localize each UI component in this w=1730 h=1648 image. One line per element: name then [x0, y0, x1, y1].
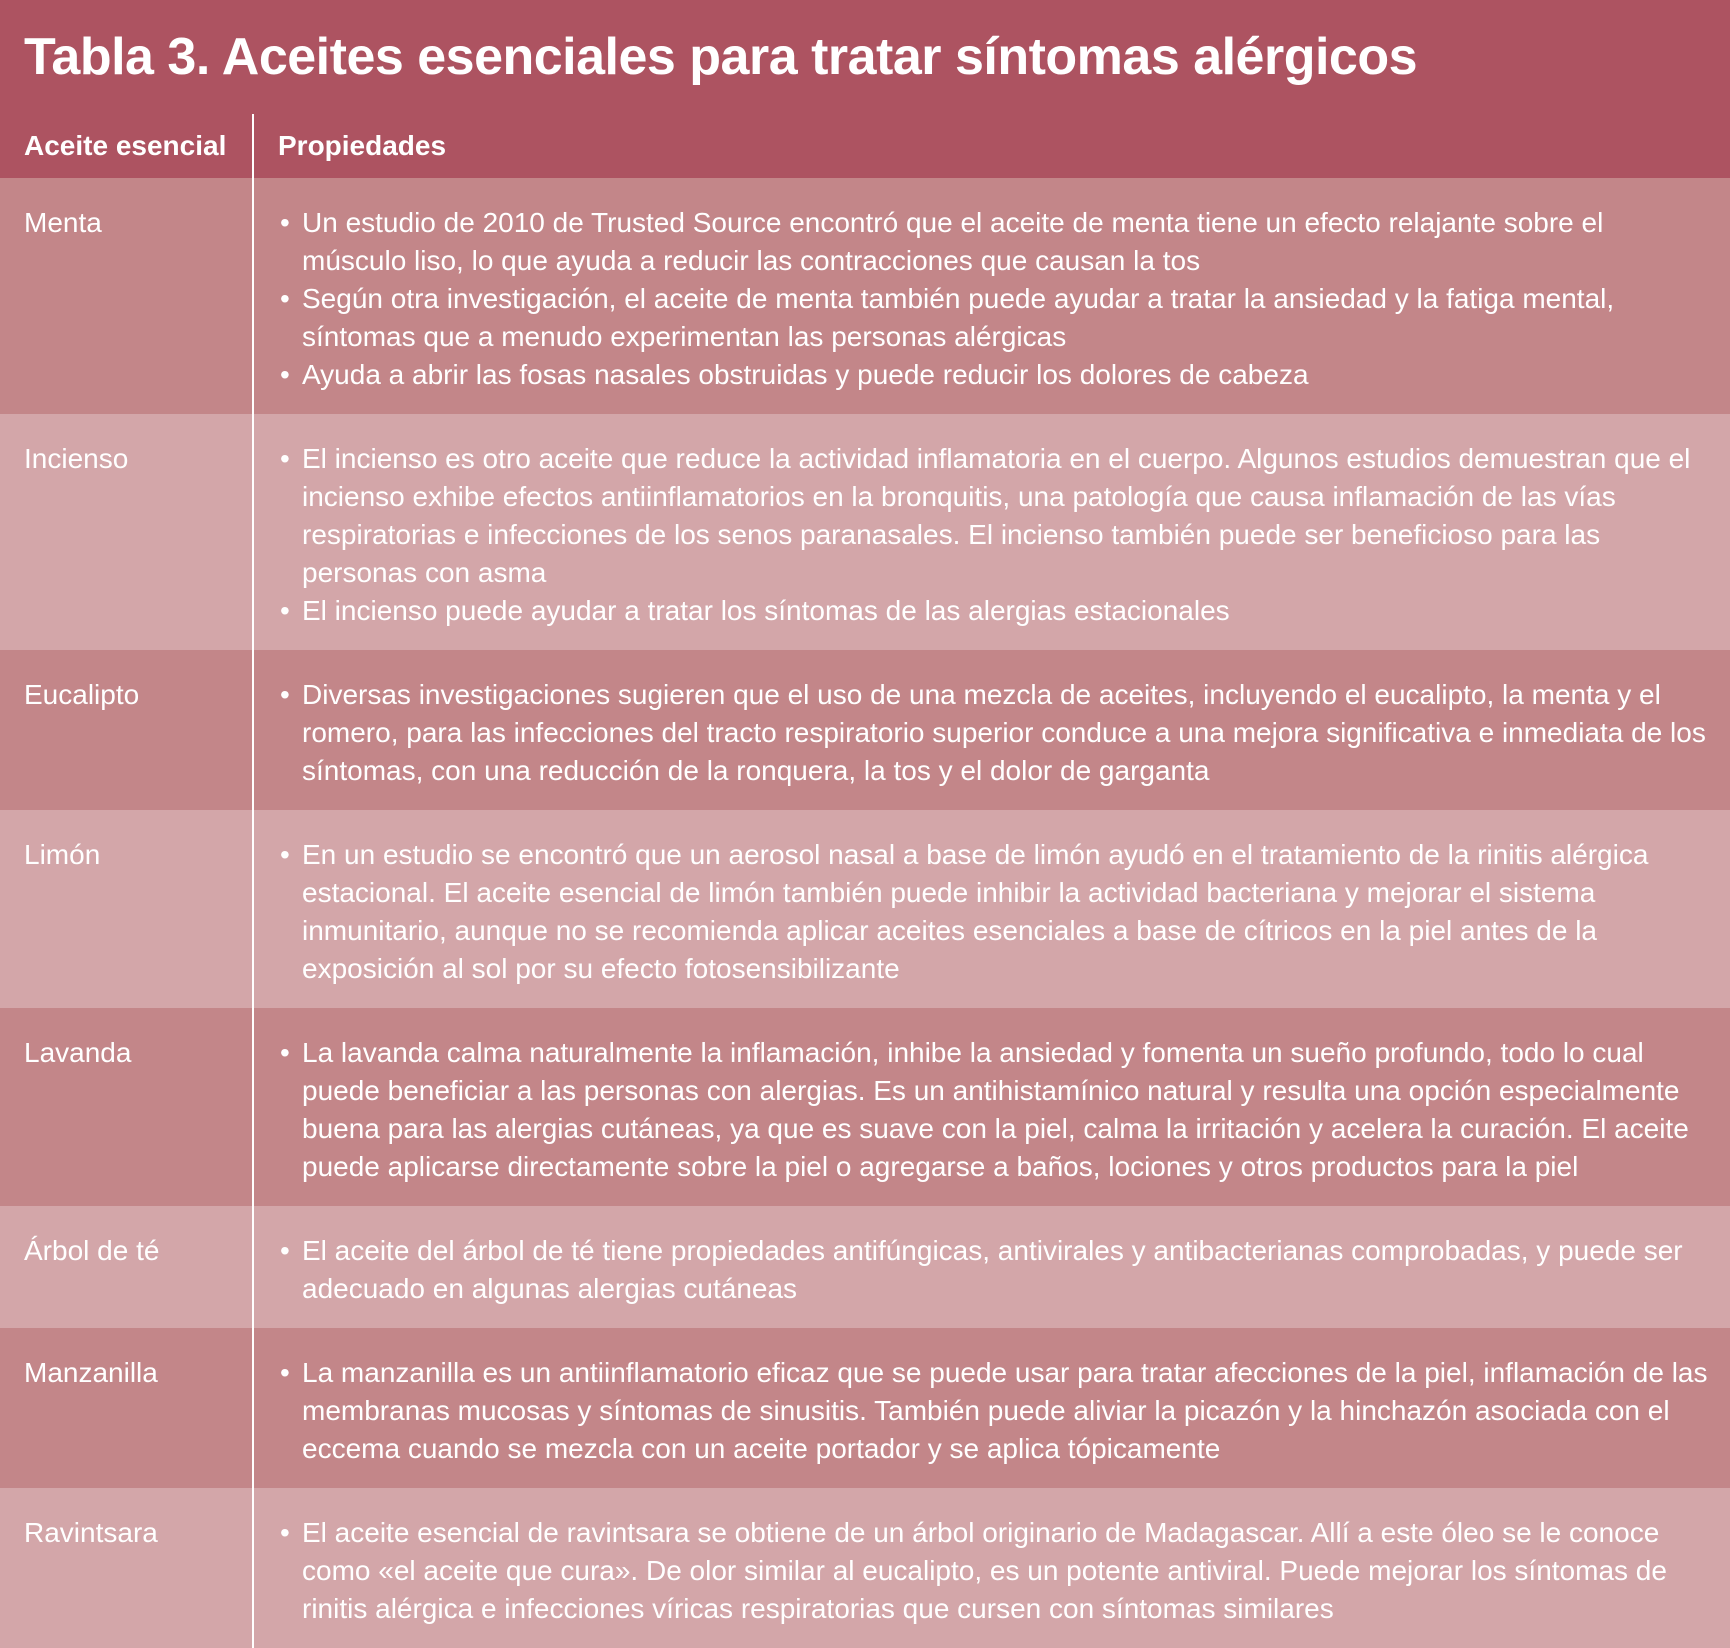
- properties-cell: [253, 178, 1730, 414]
- oil-name-cell: Árbol de té: [0, 1206, 253, 1328]
- table-row: [0, 178, 1730, 414]
- property-item: • El aceite del árbol de té tiene propiedades antifúngicas, antivirales y antibacterianas comprobadas, y puede ser adecuado en algunas alergias cutáneas: [278, 1232, 1710, 1308]
- table-row: [0, 1206, 1730, 1328]
- property-item: • Ayuda a abrir las fosas nasales obstruidas y puede reducir los dolores de cabeza: [278, 356, 1710, 394]
- oil-name-cell: Lavanda: [0, 1008, 253, 1206]
- property-item: • La lavanda calma naturalmente la inflamación, inhibe la ansiedad y fomenta un sueño profundo, todo lo cual puede beneficiar a las personas con alergias. Es un antihistamínico natural y resulta una opción especialmente buena para las alergias cutáneas, ya que es suave con la piel, calma la irritación y acelera la curación. El aceite puede aplicarse directamente sobre la piel o agregarse a baños, lociones y otros productos para la piel: [278, 1034, 1710, 1186]
- properties-list: [278, 1232, 1710, 1308]
- oil-name-cell: Ravintsara: [0, 1488, 253, 1648]
- table-title: Tabla 3. Aceites esenciales para tratar síntomas alérgicos: [24, 28, 1418, 86]
- table-row: [0, 810, 1730, 1008]
- property-item: • El aceite esencial de ravintsara se obtiene de un árbol originario de Madagascar. Allí a este óleo se le conoce como «el aceite que cura». De olor similar al eucalipto, es un potente antiviral. Puede mejorar los síntomas de rinitis alérgica e infecciones víricas respiratorias que cursen con síntomas similares: [278, 1514, 1710, 1628]
- table-row: [0, 414, 1730, 650]
- table-body: [0, 178, 1730, 1648]
- properties-cell: [253, 1008, 1730, 1206]
- properties-cell: [253, 414, 1730, 650]
- properties-list: [278, 204, 1710, 394]
- properties-list: [278, 440, 1710, 630]
- properties-list: [278, 1514, 1710, 1628]
- oil-name-cell: Manzanilla: [0, 1328, 253, 1488]
- header-essential-oil: Aceite esencial: [0, 114, 253, 178]
- oil-name-cell: Menta: [0, 178, 253, 414]
- property-item: • En un estudio se encontró que un aerosol nasal a base de limón ayudó en el tratamiento de la rinitis alérgica estacional. El aceite esencial de limón también puede inhibir la actividad bacteriana y mejorar el sistema inmunitario, aunque no se recomienda aplicar aceites esenciales a base de cítricos en la piel antes de la exposición al sol por su efecto fotosensibilizante: [278, 836, 1710, 988]
- properties-list: [278, 676, 1710, 790]
- property-item: • El incienso puede ayudar a tratar los síntomas de las alergias estacionales: [278, 592, 1710, 630]
- table-row: [0, 1488, 1730, 1648]
- property-item: • Según otra investigación, el aceite de menta también puede ayudar a tratar la ansiedad y la fatiga mental, síntomas que a menudo experimentan las personas alérgicas: [278, 280, 1710, 356]
- oil-name-cell: Incienso: [0, 414, 253, 650]
- properties-cell: [253, 650, 1730, 810]
- oil-name-cell: Limón: [0, 810, 253, 1008]
- properties-list: [278, 836, 1710, 988]
- properties-list: [278, 1034, 1710, 1186]
- table-row: [0, 1328, 1730, 1488]
- header-properties: Propiedades: [278, 130, 447, 161]
- properties-cell: [253, 810, 1730, 1008]
- properties-cell: [253, 1328, 1730, 1488]
- property-item: • Un estudio de 2010 de Trusted Source encontró que el aceite de menta tiene un efecto relajante sobre el músculo liso, lo que ayuda a reducir las contracciones que causan la tos: [278, 204, 1710, 280]
- table-row: [0, 1008, 1730, 1206]
- title-bar: [0, 0, 1730, 114]
- property-item: • El incienso es otro aceite que reduce la actividad inflamatoria en el cuerpo. Algunos estudios demuestran que el incienso exhibe efectos antiinflamatorios en la bronquitis, una patología que causa inflamación de las vías respiratorias e infecciones de los senos paranasales. El incienso también puede ser beneficioso para las personas con asma: [278, 440, 1710, 592]
- property-item: • Diversas investigaciones sugieren que el uso de una mezcla de aceites, incluyendo el eucalipto, la menta y el romero, para las infecciones del tracto respiratorio superior conduce a una mejora significativa e inmediata de los síntomas, con una reducción de la ronquera, la tos y el dolor de garganta: [278, 676, 1710, 790]
- property-item: • La manzanilla es un antiinflamatorio eficaz que se puede usar para tratar afecciones de la piel, inflamación de las membranas mucosas y síntomas de sinusitis. También puede aliviar la picazón y la hinchazón asociada con el eccema cuando se mezcla con un aceite portador y se aplica tópicamente: [278, 1354, 1710, 1468]
- table-header-row: [0, 114, 1730, 178]
- properties-cell: [253, 1488, 1730, 1648]
- properties-list: [278, 1354, 1710, 1468]
- properties-cell: [253, 1206, 1730, 1328]
- essential-oils-table: [0, 114, 1730, 1648]
- oil-name-cell: Eucalipto: [0, 650, 253, 810]
- table-row: [0, 650, 1730, 810]
